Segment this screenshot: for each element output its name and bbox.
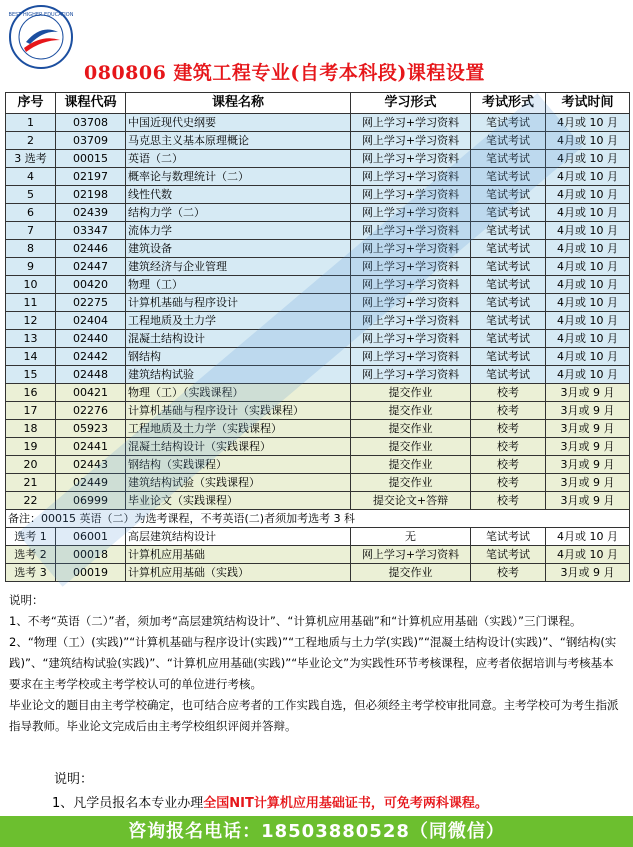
cell-name: 英语（二） bbox=[126, 150, 351, 168]
remark-row bbox=[6, 510, 630, 528]
cell-form: 网上学习+学习资料 bbox=[351, 150, 471, 168]
cell-form: 网上学习+学习资料 bbox=[351, 204, 471, 222]
cell-form: 网上学习+学习资料 bbox=[351, 312, 471, 330]
cell-form: 网上学习+学习资料 bbox=[351, 258, 471, 276]
table-row bbox=[6, 150, 630, 168]
cell-exam: 笔试考试 bbox=[471, 312, 546, 330]
cell-code: 02441 bbox=[56, 438, 126, 456]
cell-name: 马克思主义基本原理概论 bbox=[126, 132, 351, 150]
cell-code: 02448 bbox=[56, 366, 126, 384]
cell-exam: 校考 bbox=[471, 384, 546, 402]
cell-exam: 校考 bbox=[471, 492, 546, 510]
table-row bbox=[6, 276, 630, 294]
note2-line bbox=[52, 792, 488, 816]
table-row bbox=[6, 492, 630, 510]
note2-prefix: 1、凡学员报名本专业办理 bbox=[52, 796, 204, 811]
cell-form: 提交论文+答辩 bbox=[351, 492, 471, 510]
note-block-2 bbox=[52, 768, 488, 816]
header-form: 学习形式 bbox=[351, 93, 471, 114]
note-3: 毕业论文的题目由主考学校确定，也可结合应考者的工作实践自选，但必须经主考学校审批同意。主考学校可为考生指派指导教师。毕业论文完成后由主考学校组织评阅并答辩。 bbox=[9, 698, 619, 733]
cell-no: 9 bbox=[6, 258, 56, 276]
cell-no: 17 bbox=[6, 402, 56, 420]
cell-name: 线性代数 bbox=[126, 186, 351, 204]
cell-code: 03347 bbox=[56, 222, 126, 240]
cell-form: 网上学习+学习资料 bbox=[351, 276, 471, 294]
cell-name: 工程地质及土力学 bbox=[126, 312, 351, 330]
cell-form: 网上学习+学习资料 bbox=[351, 330, 471, 348]
cell-no: 选考 2 bbox=[6, 546, 56, 564]
cell-time: 4月或 10 月 bbox=[546, 114, 630, 132]
cell-exam: 笔试考试 bbox=[471, 528, 546, 546]
cell-exam: 笔试考试 bbox=[471, 204, 546, 222]
cell-form: 提交作业 bbox=[351, 474, 471, 492]
cell-time: 4月或 10 月 bbox=[546, 366, 630, 384]
cell-code: 02275 bbox=[56, 294, 126, 312]
cell-form: 网上学习+学习资料 bbox=[351, 240, 471, 258]
cell-no: 15 bbox=[6, 366, 56, 384]
contact-banner: 咨询报名电话：18503880528（同微信） bbox=[0, 816, 633, 847]
table-row bbox=[6, 546, 630, 564]
cell-code: 02447 bbox=[56, 258, 126, 276]
cell-code: 02198 bbox=[56, 186, 126, 204]
cell-name: 混凝土结构设计（实践课程） bbox=[126, 438, 351, 456]
cell-no: 6 bbox=[6, 204, 56, 222]
note-2: 2、“物理（工）(实践)”“计算机基础与程序设计(实践)”“工程地质与土力学(实践)”“混凝土结构设计(实践)”、“钢结构(实践)”、“建筑结构试验(实践)”、“计算机应用基础(实践)”“毕业论文”为实践性环节考核课程，应考者依据培训与考核基本要求在主考学校或主考学校认可的单位进行考核。 bbox=[9, 635, 617, 691]
table-row bbox=[6, 114, 630, 132]
cell-no: 12 bbox=[6, 312, 56, 330]
cell-name: 物理（工） bbox=[126, 276, 351, 294]
cell-code: 02446 bbox=[56, 240, 126, 258]
cell-code: 02276 bbox=[56, 402, 126, 420]
cell-name: 建筑设备 bbox=[126, 240, 351, 258]
note2-highlight: 全国NIT计算机应用基础证书，可免考两科课程。 bbox=[203, 796, 488, 811]
cell-name: 钢结构 bbox=[126, 348, 351, 366]
cell-name: 高层建筑结构设计 bbox=[126, 528, 351, 546]
cell-form: 提交作业 bbox=[351, 402, 471, 420]
cell-no: 22 bbox=[6, 492, 56, 510]
cell-form: 网上学习+学习资料 bbox=[351, 294, 471, 312]
table-row bbox=[6, 564, 630, 582]
note2-heading: 说明： bbox=[54, 772, 94, 787]
cell-exam: 校考 bbox=[471, 564, 546, 582]
header-time: 考试时间 bbox=[546, 93, 630, 114]
cell-exam: 笔试考试 bbox=[471, 276, 546, 294]
cell-form: 提交作业 bbox=[351, 384, 471, 402]
cell-time: 4月或 10 月 bbox=[546, 294, 630, 312]
cell-code: 05923 bbox=[56, 420, 126, 438]
cell-time: 4月或 10 月 bbox=[546, 150, 630, 168]
cell-exam: 笔试考试 bbox=[471, 330, 546, 348]
notes bbox=[9, 590, 625, 737]
cell-form: 网上学习+学习资料 bbox=[351, 132, 471, 150]
cell-code: 00421 bbox=[56, 384, 126, 402]
cell-exam: 校考 bbox=[471, 420, 546, 438]
cell-name: 钢结构（实践课程） bbox=[126, 456, 351, 474]
table-row bbox=[6, 438, 630, 456]
cell-name: 建筑结构试验（实践课程） bbox=[126, 474, 351, 492]
cell-code: 02443 bbox=[56, 456, 126, 474]
table-row bbox=[6, 132, 630, 150]
cell-no: 11 bbox=[6, 294, 56, 312]
cell-code: 02197 bbox=[56, 168, 126, 186]
cell-code: 06001 bbox=[56, 528, 126, 546]
cell-no: 7 bbox=[6, 222, 56, 240]
cell-time: 4月或 10 月 bbox=[546, 276, 630, 294]
notes-heading: 说明： bbox=[9, 593, 44, 607]
cell-code: 03709 bbox=[56, 132, 126, 150]
cell-name: 工程地质及土力学（实践课程） bbox=[126, 420, 351, 438]
cell-no: 1 bbox=[6, 114, 56, 132]
cell-name: 混凝土结构设计 bbox=[126, 330, 351, 348]
cell-name: 流体力学 bbox=[126, 222, 351, 240]
cell-name: 计算机应用基础 bbox=[126, 546, 351, 564]
cell-no: 20 bbox=[6, 456, 56, 474]
cell-name: 建筑经济与企业管理 bbox=[126, 258, 351, 276]
cell-exam: 校考 bbox=[471, 438, 546, 456]
cell-code: 06999 bbox=[56, 492, 126, 510]
cell-form: 网上学习+学习资料 bbox=[351, 366, 471, 384]
cell-form: 网上学习+学习资料 bbox=[351, 348, 471, 366]
logo bbox=[8, 4, 74, 70]
cell-form: 提交作业 bbox=[351, 564, 471, 582]
table-row bbox=[6, 528, 630, 546]
cell-time: 3月或 9 月 bbox=[546, 420, 630, 438]
cell-no: 10 bbox=[6, 276, 56, 294]
cell-code: 02439 bbox=[56, 204, 126, 222]
cell-no: 5 bbox=[6, 186, 56, 204]
cell-form: 提交作业 bbox=[351, 438, 471, 456]
cell-code: 02442 bbox=[56, 348, 126, 366]
header-exam: 考试形式 bbox=[471, 93, 546, 114]
cell-time: 3月或 9 月 bbox=[546, 456, 630, 474]
table-header-row bbox=[6, 93, 630, 114]
cell-time: 4月或 10 月 bbox=[546, 168, 630, 186]
cell-exam: 笔试考试 bbox=[471, 132, 546, 150]
cell-time: 4月或 10 月 bbox=[546, 132, 630, 150]
cell-form: 网上学习+学习资料 bbox=[351, 546, 471, 564]
page-title: 080806 建筑工程专业(自考本科段)课程设置 bbox=[84, 62, 485, 84]
cell-no: 3 选考 bbox=[6, 150, 56, 168]
cell-time: 4月或 10 月 bbox=[546, 258, 630, 276]
cell-no: 18 bbox=[6, 420, 56, 438]
cell-exam: 笔试考试 bbox=[471, 546, 546, 564]
cell-exam: 笔试考试 bbox=[471, 168, 546, 186]
header-no: 序号 bbox=[6, 93, 56, 114]
cell-exam: 笔试考试 bbox=[471, 222, 546, 240]
cell-time: 4月或 10 月 bbox=[546, 348, 630, 366]
cell-form: 提交作业 bbox=[351, 420, 471, 438]
cell-exam: 笔试考试 bbox=[471, 240, 546, 258]
cell-code: 02449 bbox=[56, 474, 126, 492]
cell-time: 3月或 9 月 bbox=[546, 474, 630, 492]
table-row bbox=[6, 348, 630, 366]
course-table bbox=[5, 92, 630, 582]
cell-form: 网上学习+学习资料 bbox=[351, 186, 471, 204]
cell-exam: 校考 bbox=[471, 402, 546, 420]
cell-no: 选考 1 bbox=[6, 528, 56, 546]
cell-form: 网上学习+学习资料 bbox=[351, 222, 471, 240]
cell-name: 结构力学（二） bbox=[126, 204, 351, 222]
cell-name: 概率论与数理统计（二） bbox=[126, 168, 351, 186]
table-row bbox=[6, 402, 630, 420]
cell-no: 2 bbox=[6, 132, 56, 150]
cell-form: 网上学习+学习资料 bbox=[351, 114, 471, 132]
cell-exam: 笔试考试 bbox=[471, 258, 546, 276]
cell-code: 03708 bbox=[56, 114, 126, 132]
cell-name: 计算机应用基础（实践） bbox=[126, 564, 351, 582]
cell-form: 提交作业 bbox=[351, 456, 471, 474]
table-row bbox=[6, 312, 630, 330]
cell-name: 计算机基础与程序设计（实践课程） bbox=[126, 402, 351, 420]
cell-name: 建筑结构试验 bbox=[126, 366, 351, 384]
cell-time: 4月或 10 月 bbox=[546, 312, 630, 330]
header-name: 课程名称 bbox=[126, 93, 351, 114]
cell-exam: 笔试考试 bbox=[471, 348, 546, 366]
cell-time: 4月或 10 月 bbox=[546, 546, 630, 564]
table-row bbox=[6, 168, 630, 186]
cell-time: 3月或 9 月 bbox=[546, 564, 630, 582]
cell-code: 00018 bbox=[56, 546, 126, 564]
table-row bbox=[6, 366, 630, 384]
table-row bbox=[6, 456, 630, 474]
note-1: 1、不考“英语（二）”者，须加考“高层建筑结构设计”、“计算机应用基础”和“计算机应用基础（实践）”三门课程。 bbox=[9, 614, 582, 628]
cell-time: 3月或 9 月 bbox=[546, 438, 630, 456]
cell-exam: 笔试考试 bbox=[471, 114, 546, 132]
cell-exam: 笔试考试 bbox=[471, 294, 546, 312]
cell-form: 网上学习+学习资料 bbox=[351, 168, 471, 186]
cell-code: 02404 bbox=[56, 312, 126, 330]
cell-no: 14 bbox=[6, 348, 56, 366]
cell-time: 4月或 10 月 bbox=[546, 330, 630, 348]
cell-code: 00015 bbox=[56, 150, 126, 168]
remark-text: 备注：00015 英语（二）为选考课程，不考英语(二)者须加考选考 3 科 bbox=[6, 510, 630, 528]
cell-time: 4月或 10 月 bbox=[546, 186, 630, 204]
cell-exam: 校考 bbox=[471, 474, 546, 492]
cell-exam: 笔试考试 bbox=[471, 366, 546, 384]
cell-exam: 笔试考试 bbox=[471, 150, 546, 168]
header-code: 课程代码 bbox=[56, 93, 126, 114]
table-row bbox=[6, 330, 630, 348]
cell-code: 00420 bbox=[56, 276, 126, 294]
cell-form: 无 bbox=[351, 528, 471, 546]
table-row bbox=[6, 294, 630, 312]
cell-no: 19 bbox=[6, 438, 56, 456]
cell-time: 4月或 10 月 bbox=[546, 222, 630, 240]
cell-name: 物理（工）（实践课程） bbox=[126, 384, 351, 402]
cell-time: 3月或 9 月 bbox=[546, 492, 630, 510]
cell-exam: 校考 bbox=[471, 456, 546, 474]
cell-name: 计算机基础与程序设计 bbox=[126, 294, 351, 312]
cell-no: 4 bbox=[6, 168, 56, 186]
table-row bbox=[6, 474, 630, 492]
cell-time: 4月或 10 月 bbox=[546, 240, 630, 258]
cell-name: 毕业论文（实践课程） bbox=[126, 492, 351, 510]
cell-code: 02440 bbox=[56, 330, 126, 348]
cell-time: 3月或 9 月 bbox=[546, 402, 630, 420]
table-row bbox=[6, 420, 630, 438]
table-row bbox=[6, 240, 630, 258]
cell-no: 21 bbox=[6, 474, 56, 492]
cell-exam: 笔试考试 bbox=[471, 186, 546, 204]
table-row bbox=[6, 384, 630, 402]
cell-no: 选考 3 bbox=[6, 564, 56, 582]
cell-time: 4月或 10 月 bbox=[546, 528, 630, 546]
logo-text: BEST HIGHER EDUCATION bbox=[8, 12, 74, 18]
table-row bbox=[6, 258, 630, 276]
cell-no: 13 bbox=[6, 330, 56, 348]
table-row bbox=[6, 204, 630, 222]
cell-time: 4月或 10 月 bbox=[546, 204, 630, 222]
cell-time: 3月或 9 月 bbox=[546, 384, 630, 402]
cell-no: 8 bbox=[6, 240, 56, 258]
table-row bbox=[6, 222, 630, 240]
cell-no: 16 bbox=[6, 384, 56, 402]
cell-name: 中国近现代史纲要 bbox=[126, 114, 351, 132]
cell-code: 00019 bbox=[56, 564, 126, 582]
table-row bbox=[6, 186, 630, 204]
